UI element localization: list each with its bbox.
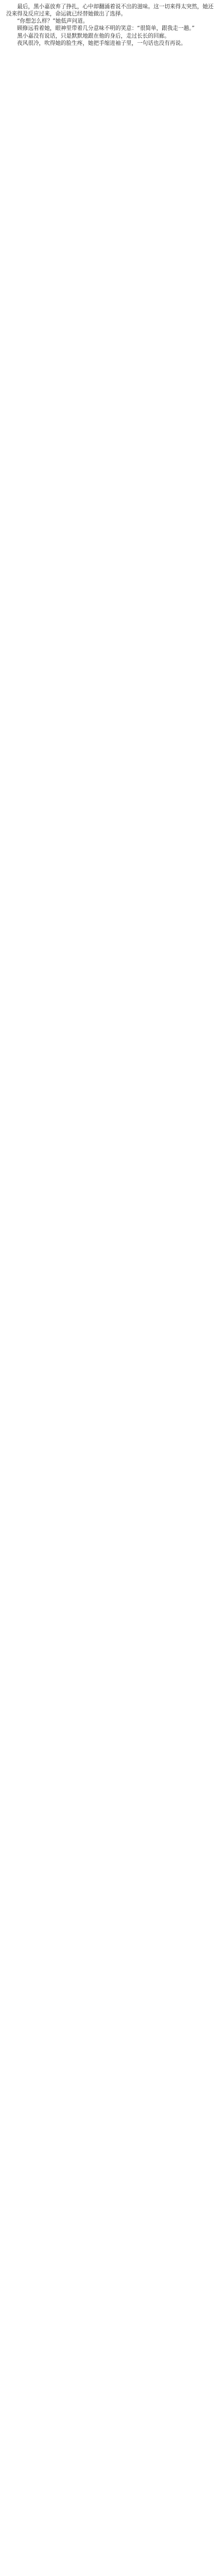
paragraph: 最后，黑小嘉放弃了挣扎，心中却翻涌着说不出的滋味。这一切来得太突然，她还没来得及反应过来，命运就已经替她做出了选择。 <box>6 4 214 18</box>
article-text <box>6 3 219 47</box>
paragraph: 顾修远看着她，眼神里带着几分意味不明的笑意：“很简单，跟我走一趟。” <box>17 25 195 32</box>
paragraph: 黑小嘉没有说话，只是默默地跟在他的身后，走过长长的回廊。 <box>17 32 170 39</box>
paragraph: “你想怎么样？”她低声问道。 <box>17 18 89 25</box>
paragraph: 夜风很冷，吹得她的脸生疼，她把手缩进袖子里，一句话也没有再说。 <box>17 40 186 46</box>
